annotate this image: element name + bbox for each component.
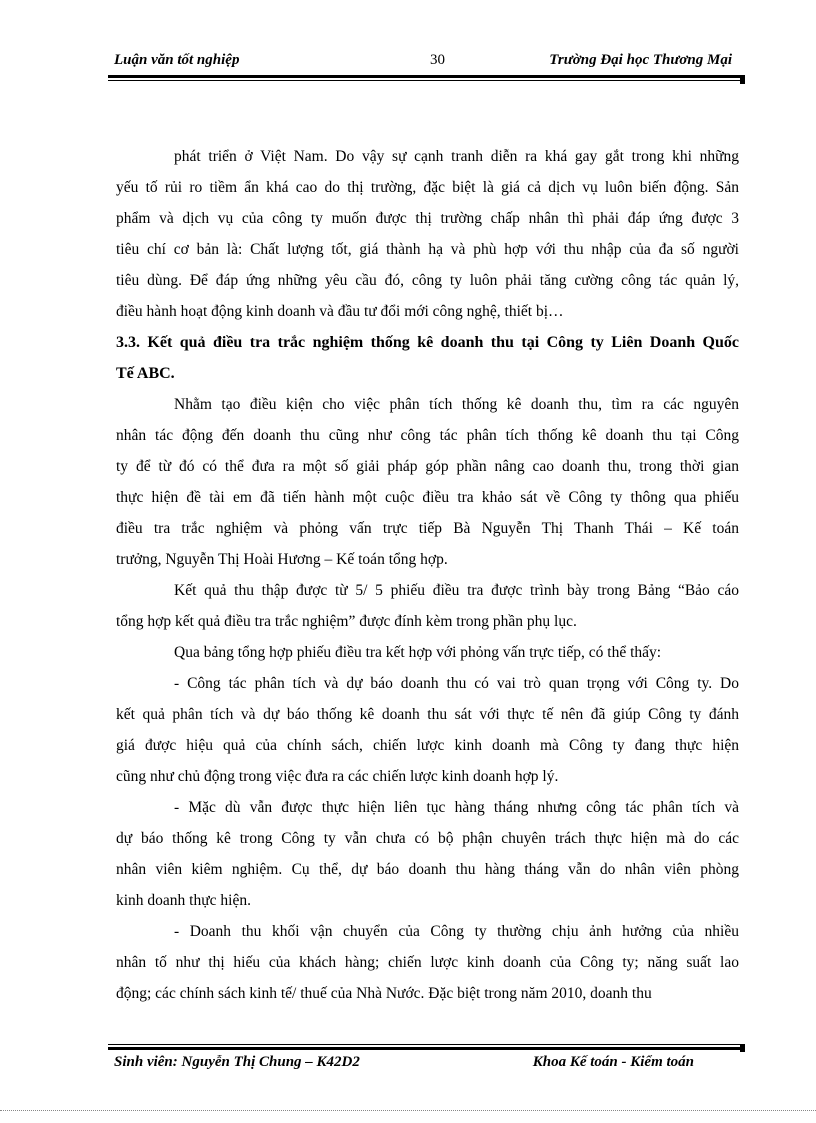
footer-shadow (740, 1044, 745, 1052)
footer-rule-thin (108, 1044, 740, 1045)
text-line: tổng hợp kết quả điều tra trắc nghiệm” được đính kèm trong phần phụ lục. (116, 613, 577, 630)
text-line: kết quả phân tích và dự báo thống kê doanh thu sát với thực tế nên đã giúp Công ty đánh (116, 706, 739, 723)
footer-faculty: Khoa Kế toán - Kiểm toán (532, 1054, 694, 1070)
page-footer (108, 1054, 740, 1078)
text-line: nhân tố như thị hiếu của khách hàng; chiến lược kinh doanh của Công ty; năng suất lao (116, 954, 739, 971)
text-line: cũng như chủ động trong việc đưa ra các chiến lược kinh doanh hợp lý. (116, 768, 559, 785)
text-line: thực hiện đề tài em đã tiến hành một cuộc điều tra khảo sát về Công ty thông qua phiếu (116, 489, 739, 506)
text-line: nhân tác động đến doanh thu cũng như công tác phân tích thống kê doanh thu tại Công (116, 427, 739, 444)
text-line: - Doanh thu khối vận chuyển của Công ty thường chịu ảnh hưởng của nhiều (174, 923, 739, 940)
text-line: - Công tác phân tích và dự báo doanh thu có vai trò quan trọng với Công ty. Do (174, 675, 739, 692)
text-line: giá được hiệu quả của chính sách, chiến lược kinh doanh mà Công ty đang thực hiện (116, 737, 739, 754)
page-boundary-divider (0, 1110, 816, 1111)
paragraph-intro (116, 141, 739, 327)
text-line: Kết quả thu thập được từ 5/ 5 phiếu điều tra được trình bày trong Bảng “Bảo cáo (174, 582, 739, 599)
footer-rule-thick (108, 1047, 740, 1050)
page-number: 30 (430, 52, 445, 68)
paragraph-summary (116, 637, 739, 668)
paragraph-survey (116, 389, 739, 575)
bullet-item-2 (116, 792, 739, 916)
text-line: điều tra trắc nghiệm và phỏng vấn trực tiếp Bà Nguyễn Thị Thanh Thái – Kế toán (116, 520, 739, 537)
text-line: tiêu chí cơ bản là: Chất lượng tốt, giá thành hạ và phù hợp với thu nhập của đa số người (116, 241, 739, 258)
text-line: động; các chính sách kinh tế/ thuế của Nhà Nước. Đặc biệt trong năm 2010, doanh thu (116, 985, 652, 1002)
text-line: nhân viên kiêm nghiệm. Cụ thể, dự báo doanh thu hàng tháng vẫn do nhân viên phòng (116, 861, 739, 878)
text-line: kinh doanh thực hiện. (116, 892, 251, 909)
footer-student-name: Sinh viên: Nguyễn Thị Chung – K42D2 (114, 1054, 360, 1070)
text-line: ty để từ đó có thể đưa ra một số giải pháp góp phần nâng cao doanh thu, trong thời gian (116, 458, 739, 475)
header-rule-thick (108, 75, 740, 78)
page-content (116, 141, 739, 1009)
text-line: phát triển ở Việt Nam. Do vậy sự cạnh tranh diễn ra khá gay gắt trong khi những (174, 148, 739, 165)
bullet-item-3 (116, 916, 739, 1009)
paragraph-results (116, 575, 739, 637)
text-line: dự báo thống kê trong Công ty vẫn chưa có bộ phận chuyên trách thực hiện mà do các (116, 830, 739, 847)
heading-line: Tế ABC. (116, 365, 175, 382)
text-line: - Mặc dù vẫn được thực hiện liên tục hàng tháng nhưng công tác phân tích và (174, 799, 739, 816)
header-rule-thin (108, 80, 740, 81)
heading-line: 3.3. Kết quả điều tra trắc nghiệm thống kê doanh thu tại Công ty Liên Doanh Quốc (116, 334, 739, 351)
header-thesis-label: Luận văn tốt nghiệp (114, 52, 240, 68)
text-line: Qua bảng tổng hợp phiếu điều tra kết hợp với phỏng vấn trực tiếp, có thể thấy: (174, 644, 662, 661)
section-heading (116, 327, 739, 389)
text-line: điều hành hoạt động kinh doanh và đầu tư đổi mới công nghệ, thiết bị… (116, 303, 564, 320)
text-line: tiêu dùng. Để đáp ứng những yêu cầu đó, công ty luôn phải tăng cường công tác quản lý, (116, 272, 739, 289)
text-line: Nhằm tạo điều kiện cho việc phân tích thống kê doanh thu, tìm ra các nguyên (174, 396, 739, 413)
bullet-item-1 (116, 668, 739, 792)
page-header (108, 50, 740, 74)
text-line: trưởng, Nguyễn Thị Hoài Hương – Kế toán tổng hợp. (116, 551, 448, 568)
text-line: yếu tố rủi ro tiềm ẩn khá cao do thị trường, đặc biệt là giá cả dịch vụ luôn biến động. Sản (116, 179, 739, 196)
text-line: phẩm và dịch vụ của công ty muốn được thị trường chấp nhân thì phải đáp ứng được 3 (116, 210, 739, 227)
header-shadow (740, 75, 745, 84)
header-university: Trường Đại học Thương Mại (549, 52, 732, 68)
